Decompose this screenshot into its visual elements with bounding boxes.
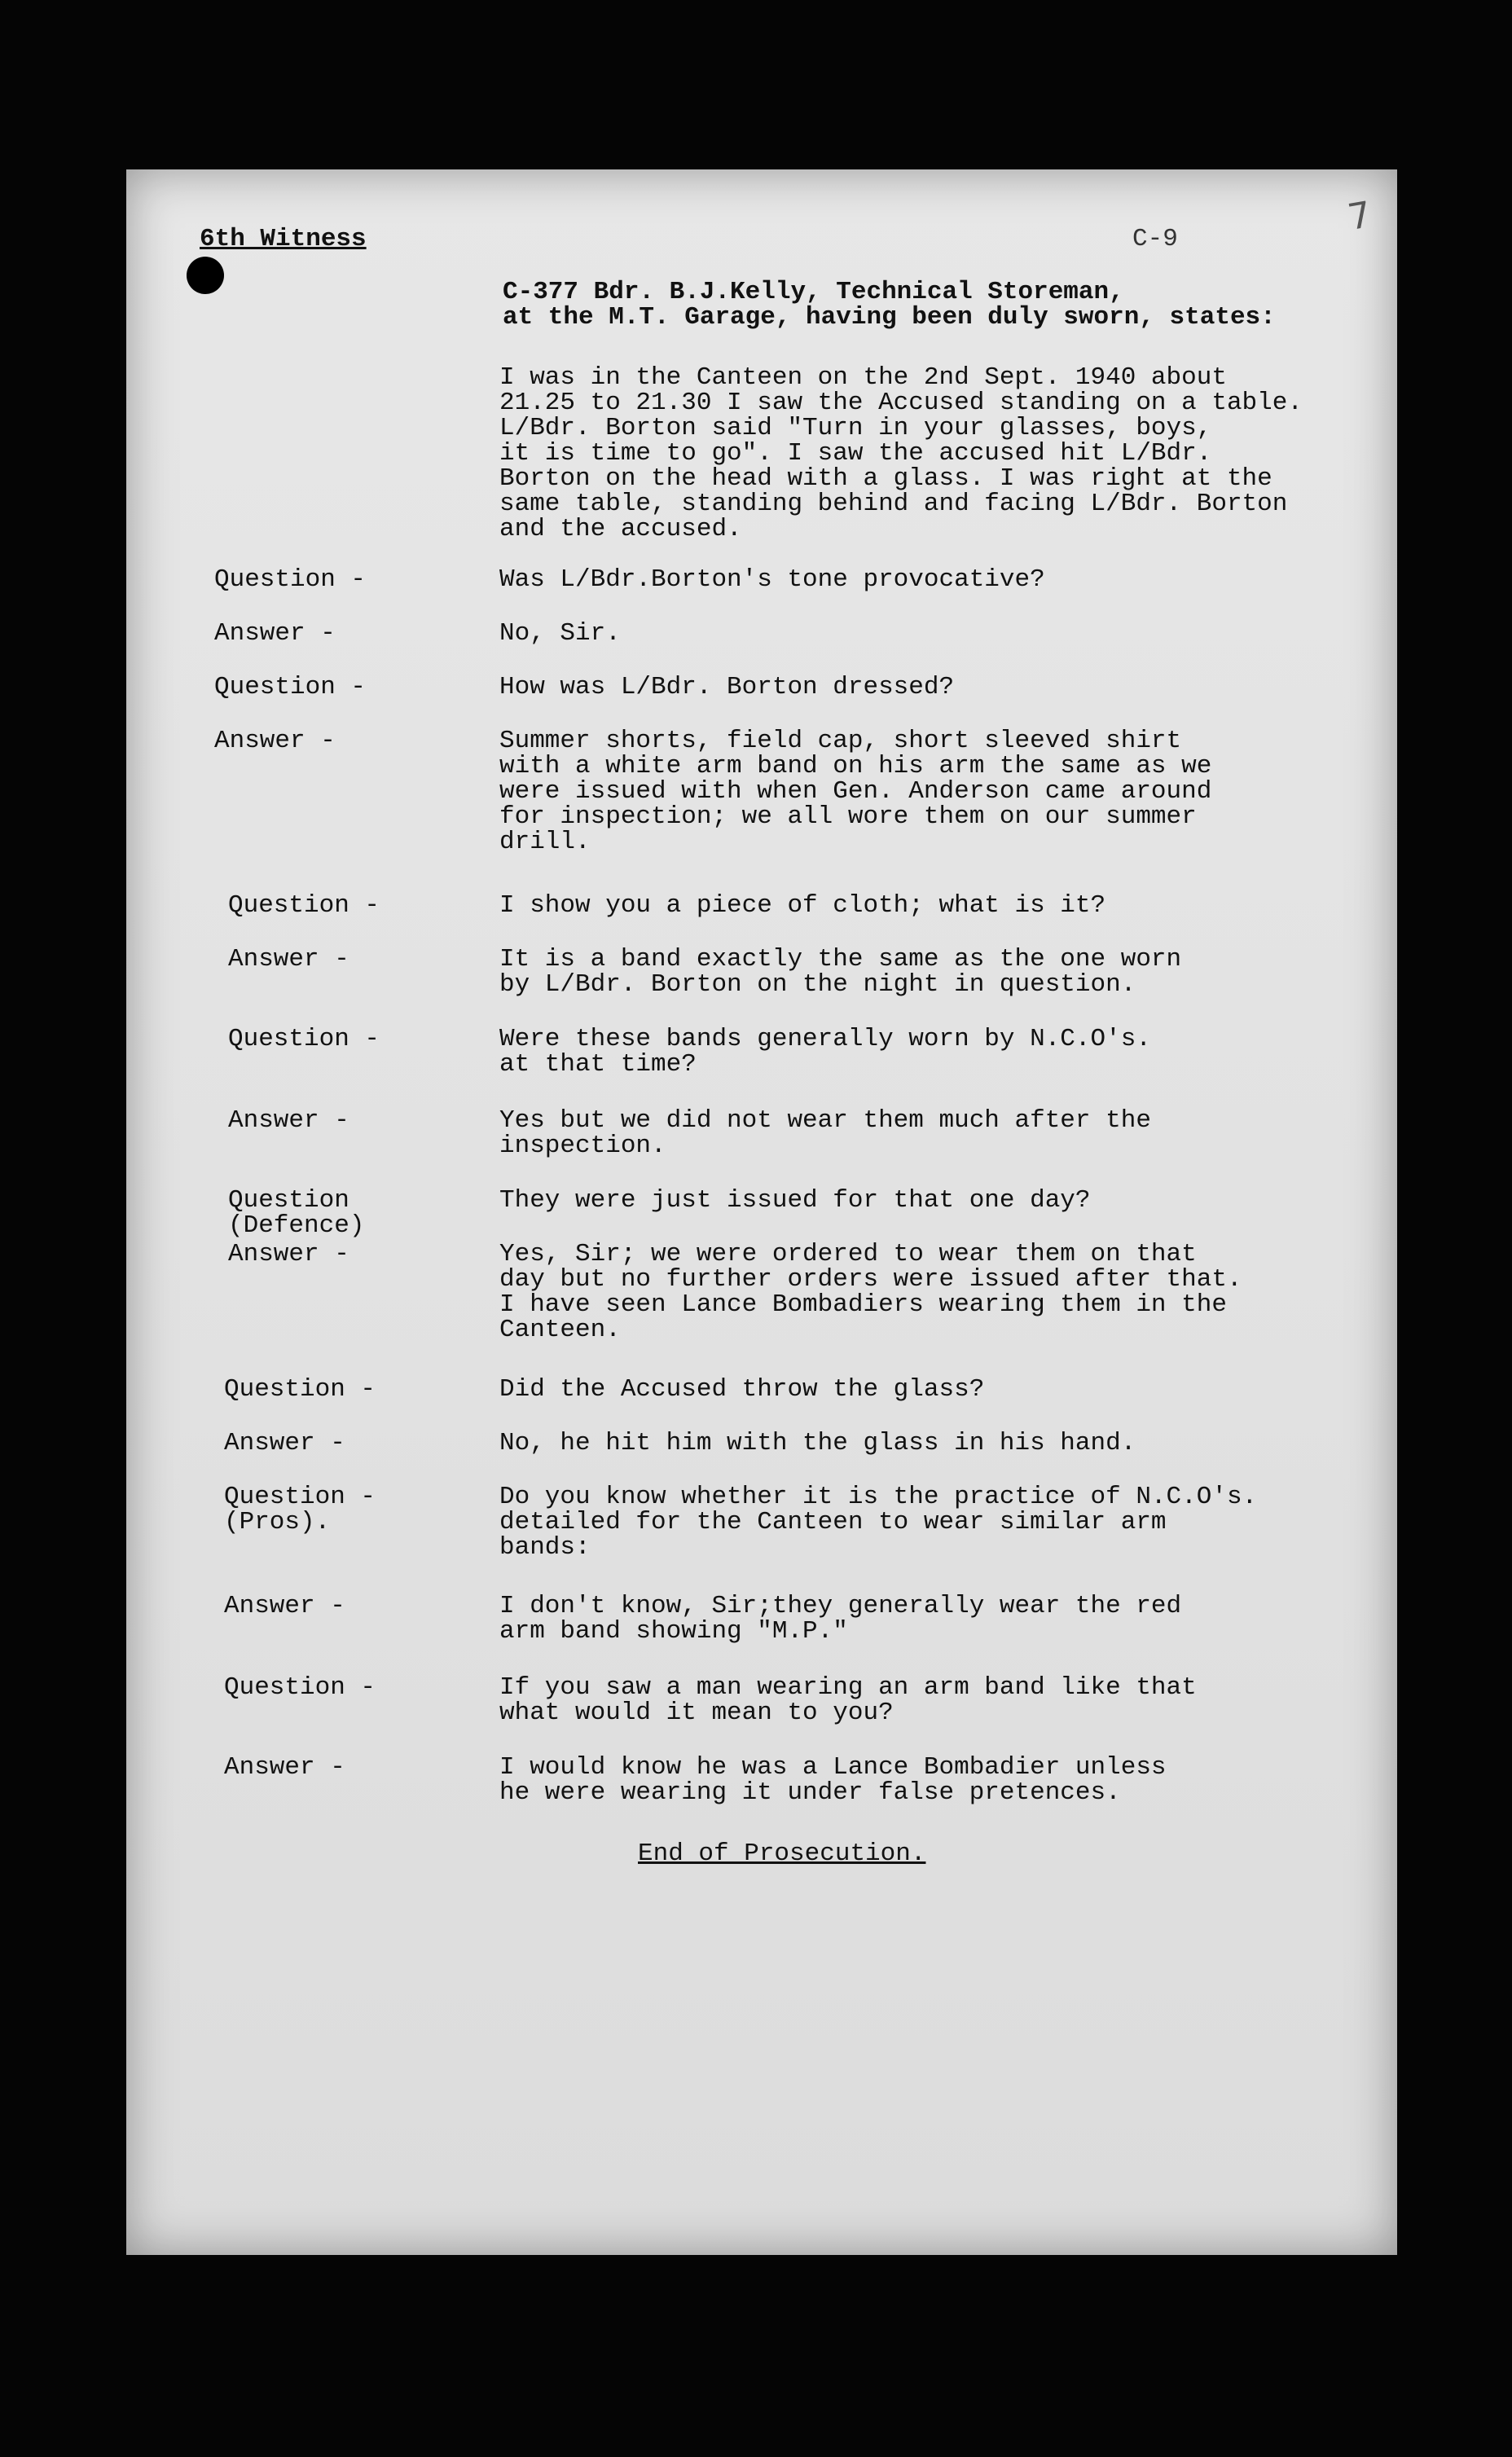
statement-line: L/Bdr. Borton said "Turn in your glasses, boys, <box>499 414 1212 442</box>
answer-text: It is a band exactly the same as the one worn by L/Bdr. Borton on the night in question. <box>499 945 1182 999</box>
question-text: If you saw a man wearing an arm band like that what would it mean to you? <box>499 1673 1197 1727</box>
question-label: Question - <box>228 891 380 920</box>
document-sheet <box>126 169 1397 2255</box>
answer-label: Answer - <box>228 1240 349 1268</box>
answer-text: Yes, Sir; we were ordered to wear them on that day but no further orders were issued after that. I have seen Lance Bombadiers wearing them in the Canteen. <box>499 1240 1242 1344</box>
answer-text: Yes but we did not wear them much after the inspection. <box>499 1106 1151 1160</box>
question-label: Question - <box>214 565 367 594</box>
question-text: Was L/Bdr.Borton's tone provocative? <box>499 565 1045 594</box>
question-label: Question - <box>224 1375 376 1404</box>
statement-line: and the accused. <box>499 515 742 543</box>
question-text: They were just issued for that one day? <box>499 1186 1091 1215</box>
witness-heading: 6th Witness <box>200 225 367 253</box>
answer-label: Answer - <box>224 1753 345 1782</box>
witness-intro-line-2: at the M.T. Garage, having been duly sworn, states: <box>503 303 1276 332</box>
end-of-prosecution: End of Prosecution. <box>638 1839 926 1868</box>
question-label: Question - <box>214 673 367 701</box>
answer-text: I would know he was a Lance Bombadier unless he were wearing it under false pretences. <box>499 1753 1167 1807</box>
statement-line: Borton on the head with a glass. I was right at the <box>499 464 1272 493</box>
statement-line: it is time to go". I saw the accused hit L/Bdr. <box>499 439 1212 468</box>
answer-label: Answer - <box>214 727 336 755</box>
page-reference: C-9 <box>1132 225 1178 253</box>
witness-intro-line-1: C-377 Bdr. B.J.Kelly, Technical Storeman, <box>503 278 1124 306</box>
answer-text: No, Sir. <box>499 619 621 648</box>
answer-text: Summer shorts, field cap, short sleeved shirt with a white arm band on his arm the same as we were issued with when Gen. Anderson came around for inspection; we all wore them on our summer drill. <box>499 727 1212 856</box>
answer-label: Answer - <box>224 1429 345 1457</box>
question-label-defence: Question (Defence) <box>228 1186 365 1240</box>
question-label-prosecution: Question - (Pros). <box>224 1483 376 1536</box>
answer-label: Answer - <box>228 1106 349 1135</box>
statement-line: 21.25 to 21.30 I saw the Accused standing on a table. <box>499 389 1303 417</box>
question-text: Did the Accused throw the glass? <box>499 1375 985 1404</box>
punch-hole <box>187 257 224 294</box>
statement-line: I was in the Canteen on the 2nd Sept. 1940 about <box>499 363 1227 392</box>
question-label: Question - <box>228 1025 380 1053</box>
statement-line: same table, standing behind and facing L/Bdr. Borton <box>499 490 1288 518</box>
question-label: Question - <box>224 1673 376 1702</box>
question-text: How was L/Bdr. Borton dressed? <box>499 673 955 701</box>
answer-label: Answer - <box>214 619 336 648</box>
question-text: Were these bands generally worn by N.C.O's. at that time? <box>499 1025 1151 1079</box>
question-text: Do you know whether it is the practice of N.C.O's. detailed for the Canteen to wear similar arm bands: <box>499 1483 1258 1562</box>
pencil-page-number: 7 <box>1344 193 1375 240</box>
answer-label: Answer - <box>224 1592 345 1620</box>
question-text: I show you a piece of cloth; what is it? <box>499 891 1106 920</box>
answer-text: No, he hit him with the glass in his hand. <box>499 1429 1136 1457</box>
answer-label: Answer - <box>228 945 349 974</box>
answer-text: I don't know, Sir;they generally wear the red arm band showing "M.P." <box>499 1592 1182 1646</box>
